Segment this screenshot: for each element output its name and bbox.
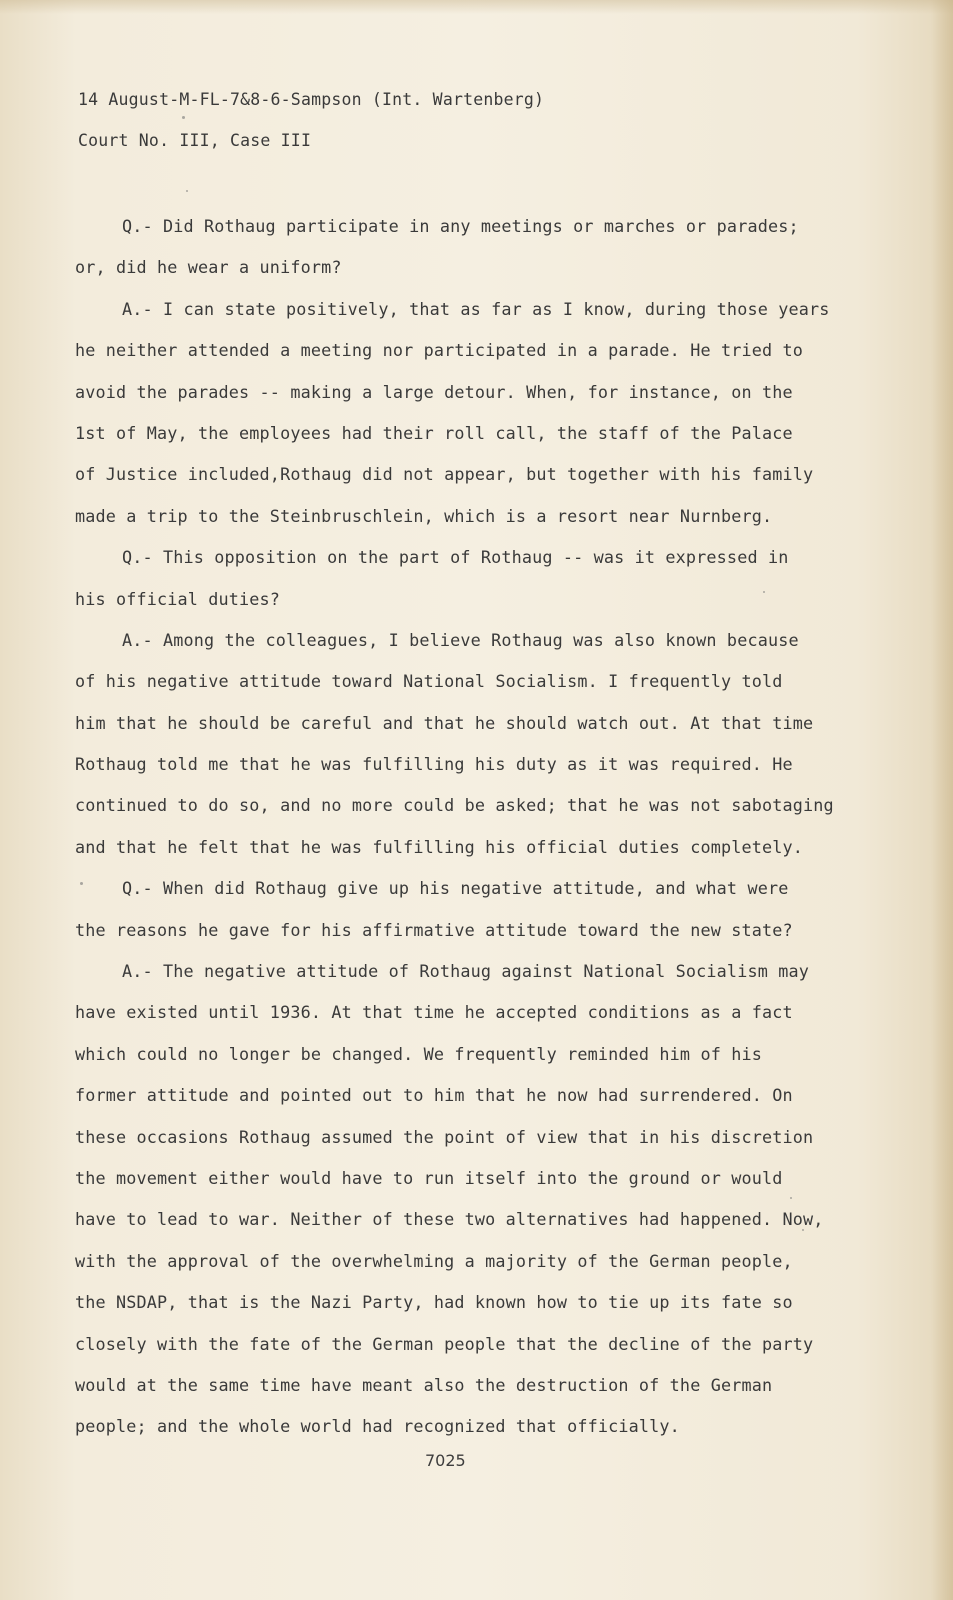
text-line: 1st of May, the employees had their roll call, the staff of the Palace xyxy=(75,422,793,443)
paper-speck xyxy=(763,591,765,593)
text-line-question: Q.- This opposition on the part of Rothaug -- was it expressed in xyxy=(122,547,789,568)
text-line: these occasions Rothaug assumed the point of view that in his discretion xyxy=(75,1126,814,1147)
paper-speck xyxy=(790,1197,792,1199)
page-number: 7025 xyxy=(425,1451,466,1470)
header-court-line: Court No. III, Case III xyxy=(78,131,312,150)
paper-speck xyxy=(186,190,188,192)
text-line-answer: A.- Among the colleagues, I believe Rothaug was also known because xyxy=(122,629,799,650)
paper-speck xyxy=(802,1229,804,1231)
document-header xyxy=(78,88,544,170)
text-line: the reasons he gave for his affirmative attitude toward the new state? xyxy=(75,919,793,940)
text-line: of Justice included,Rothaug did not appear, but together with his family xyxy=(75,464,814,485)
text-line: of his negative attitude toward National Socialism. I frequently told xyxy=(75,671,783,692)
text-line: which could no longer be changed. We frequently reminded him of his xyxy=(75,1043,762,1064)
header-reference-line: 14 August-M-FL-7&8-6-Sampson (Int. Wartenberg) xyxy=(78,90,545,109)
text-line: and that he felt that he was fulfilling his official duties completely. xyxy=(75,836,803,857)
text-line: he neither attended a meeting nor participated in a parade. He tried to xyxy=(75,340,803,361)
text-line: have existed until 1936. At that time he accepted conditions as a fact xyxy=(75,1002,793,1023)
text-line: continued to do so, and no more could be asked; that he was not sabotaging xyxy=(75,795,834,816)
transcript-body xyxy=(75,214,845,1456)
text-line: the movement either would have to run itself into the ground or would xyxy=(75,1167,783,1188)
paper-speck xyxy=(80,882,83,885)
text-line: Rothaug told me that he was fulfilling his duty as it was required. He xyxy=(75,754,793,775)
paper-top-edge xyxy=(0,0,953,14)
text-line: closely with the fate of the German people that the decline of the party xyxy=(75,1333,814,1354)
text-line: have to lead to war. Neither of these two alternatives had happened. Now, xyxy=(75,1209,824,1230)
text-line-question: Q.- Did Rothaug participate in any meetings or marches or parades; xyxy=(122,216,799,236)
text-line-answer: A.- The negative attitude of Rothaug against National Socialism may xyxy=(122,961,809,982)
text-line-answer: A.- I can state positively, that as far as I know, during those years xyxy=(122,298,830,319)
text-line: would at the same time have meant also the destruction of the German xyxy=(75,1374,773,1395)
text-line: people; and the whole world had recognized that officially. xyxy=(75,1416,680,1437)
text-line: the NSDAP, that is the Nazi Party, had known how to tie up its fate so xyxy=(75,1292,793,1313)
text-line: made a trip to the Steinbruschlein, which is a resort near Nurnberg. xyxy=(75,505,773,526)
text-line: former attitude and pointed out to him that he now had surrendered. On xyxy=(75,1085,793,1106)
text-line: or, did he wear a uniform? xyxy=(75,257,342,278)
text-line: him that he should be careful and that he should watch out. At that time xyxy=(75,712,814,733)
paper-right-edge xyxy=(931,0,953,1600)
text-line: his official duties? xyxy=(75,588,281,609)
text-line: with the approval of the overwhelming a majority of the German people, xyxy=(75,1250,793,1271)
text-line: avoid the parades -- making a large detour. When, for instance, on the xyxy=(75,381,793,402)
text-line-question: Q.- When did Rothaug give up his negative attitude, and what were xyxy=(122,878,789,899)
paper-speck xyxy=(182,116,185,119)
